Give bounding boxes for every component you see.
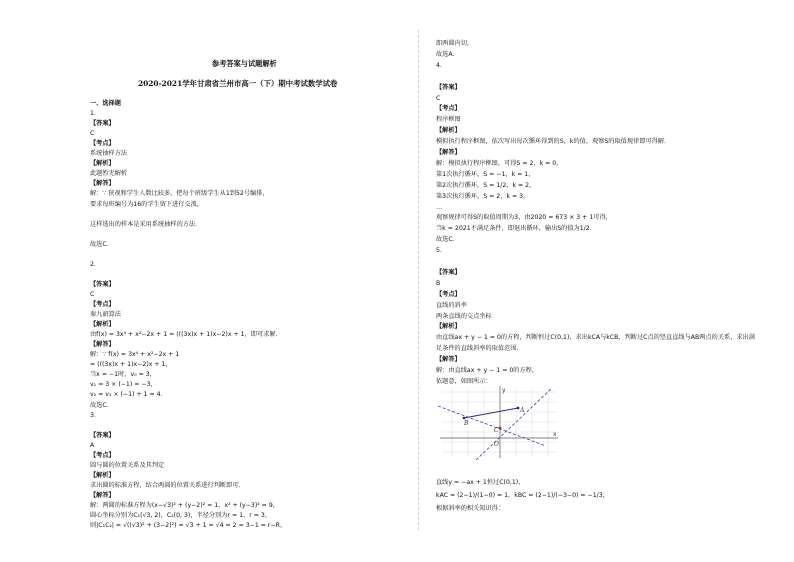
left-line-21: 秦九韶算法	[90, 311, 121, 319]
left-line-7: 此题暂无解析	[90, 170, 128, 178]
left-line-8: 【解答】	[90, 180, 115, 188]
left-line-27: 当x = −1时，v₀ = 3，	[90, 371, 156, 379]
label-c: C	[494, 427, 499, 434]
left-line-26: = (((3x)x + 1)x−2)x + 1，	[90, 361, 172, 369]
left-line-23: 由f(x) = 3x⁴ + x²−2x + 1 = (((3x)x + 1)x−2)x + 1，即可求解．	[90, 331, 282, 339]
left-line-18: 【答案】	[90, 280, 115, 288]
right-line-top-26: 【解析】	[436, 323, 461, 331]
left-line-24: 【解答】	[90, 341, 115, 349]
left-line-37: 【解析】	[90, 471, 115, 479]
left-line-16: 2.	[90, 260, 96, 268]
left-line-5: 系统抽样方法	[90, 150, 128, 158]
right-line-top-21: 【答案】	[436, 268, 461, 276]
right-line-top-7: 程序框图	[436, 116, 461, 124]
left-line-42: 则|C₁C₂| = √((√3)² + (3−2)²) = √3 + 1 = √4 = 2 = 3−1 = r−R，	[90, 522, 287, 530]
column-divider	[418, 30, 420, 530]
exam-subtitle: 2020-2021学年甘肃省兰州市高一（下）期中考试数学试卷	[138, 79, 338, 88]
left-line-40: 解：两圆的标准方程为(x−√3)² + (y−2)² = 1，x² + (y−3)² = 9，	[90, 502, 279, 509]
label-x: x	[553, 431, 557, 438]
right-line-top-13: 第2次执行循环，S = 1/2，k = 2，	[436, 181, 536, 189]
right-line-top-28: 足条件的直线斜率的取值范围．	[436, 345, 523, 353]
left-line-22: 【解析】	[90, 321, 115, 329]
label-a: A	[520, 407, 525, 414]
left-line-6: 【解析】	[90, 160, 115, 168]
right-line-top-10: 【解答】	[436, 149, 461, 156]
left-line-2: 【答案】	[90, 120, 115, 128]
left-line-38: 求出圆的标准方程，结合两圆的位置关系进行判断即可．	[90, 481, 245, 489]
right-line-top-12: 第1次执行循环，S = −1，k = 1，	[436, 170, 535, 178]
left-line-30: 故选C．	[90, 401, 113, 409]
left-line-39: 【解答】	[90, 491, 115, 499]
right-line-top-19: 5.	[436, 247, 442, 255]
left-line-41: 圆心坐标分别为C₁(√3, 2)，C₂(0, 3)，半径分别为r = 1，r = 3，	[90, 512, 272, 520]
point-a	[517, 407, 520, 410]
point-b	[463, 417, 466, 420]
right-line-top-29: 【解答】	[436, 356, 461, 364]
right-line-top-2: 4.	[436, 61, 442, 69]
left-line-14: 故选C．	[90, 240, 113, 248]
right-line-top-0: 即两圆内切，	[436, 40, 474, 47]
left-line-36: 圆与圆的位置关系及其判定	[90, 461, 165, 469]
left-line-10: 要求每班编号为16的学生留下进行交流，	[90, 200, 204, 208]
right-line-top-6: 【考点】	[436, 105, 461, 113]
right-line-bottom-0: 直线y = −ax + 1恒过C(0,1)，	[436, 479, 525, 486]
point-c	[499, 427, 502, 430]
right-line-top-11: 解：模拟执行程序框图，可得S = 2，k = 0，	[436, 159, 563, 167]
right-line-bottom-1: kAC = (2−1)/(1−0) = 1，kBC = (2−1)/(−3−0) = −1/3，	[436, 492, 609, 499]
left-line-29: v₂ = v₁ × (−1) + 1 = 4．	[90, 391, 167, 399]
figure-grid	[442, 388, 556, 456]
document-title: 参考答案与试题解析	[212, 59, 277, 68]
right-line-top-15: …	[436, 203, 443, 211]
right-line-top-9: 模拟执行程序框图，依次写出每次循环得到的S，k的值，观察S的取值规律即可得解．	[436, 138, 671, 146]
left-line-35: 【考点】	[90, 451, 115, 459]
right-line-top-23: 【考点】	[436, 290, 461, 298]
right-line-top-8: 【解析】	[436, 127, 461, 135]
right-line-bottom-2: 根据斜率的相关知识得：	[436, 505, 505, 512]
label-y: y	[502, 387, 506, 394]
right-line-top-5: C	[436, 94, 441, 102]
right-line-top-25: 两条直线的交点坐标	[436, 312, 492, 320]
left-line-9: 解：∵ 狭视和学生人数比较多，把每个班级学生从1到52号编排，	[90, 190, 269, 198]
left-line-19: C	[90, 290, 95, 298]
left-line-25: 解：∵ f(x) = 3x⁴ + x²−2x + 1	[90, 351, 180, 359]
coordinate-figure	[436, 384, 562, 460]
left-line-33: 【答案】	[90, 431, 115, 439]
segment-ab	[464, 408, 518, 418]
left-line-20: 【考点】	[90, 301, 115, 308]
left-line-0: 一、选择题	[90, 100, 121, 107]
left-line-3: C	[90, 130, 95, 138]
right-line-top-27: 由直线ax + y − 1 = 0的方程，判断恒过C(0,1)，求出kCA与kCB，判断过C点的竖直直线与AB两点的关系，求出满	[436, 334, 755, 342]
label-o: O	[494, 441, 499, 448]
right-line-top-17: 当k = 2021不满足条件，即退出循环，输出S的值为1/2．	[436, 225, 596, 233]
left-line-4: 【考点】	[90, 140, 115, 148]
left-line-31: 3.	[90, 411, 96, 419]
right-line-top-30: 解：由直线ax + y − 1 = 0的方程，	[436, 367, 539, 374]
right-line-top-22: B	[436, 279, 441, 287]
left-line-1: 1.	[90, 110, 96, 118]
right-line-top-14: 第3次执行循环，S = 2，k = 3，	[436, 192, 530, 200]
left-line-12: 这样选出的样本是采用系统抽样的方法．	[90, 220, 202, 228]
right-line-top-1: 故选A．	[436, 50, 459, 58]
left-line-28: v₁ = 3 × (−1) = −3，	[90, 381, 157, 389]
right-line-top-31: 依题意，如图所示：	[436, 377, 492, 385]
right-line-top-18: 故选C．	[436, 236, 459, 244]
left-line-34: A	[90, 441, 95, 449]
right-line-top-16: 观察规律可得S的取值周期为3，由2020 = 673 × 3 + 1可得，	[436, 214, 612, 222]
right-line-top-24: 直线的斜率	[436, 301, 467, 309]
right-line-top-4: 【答案】	[436, 83, 461, 91]
label-b: B	[464, 420, 469, 427]
